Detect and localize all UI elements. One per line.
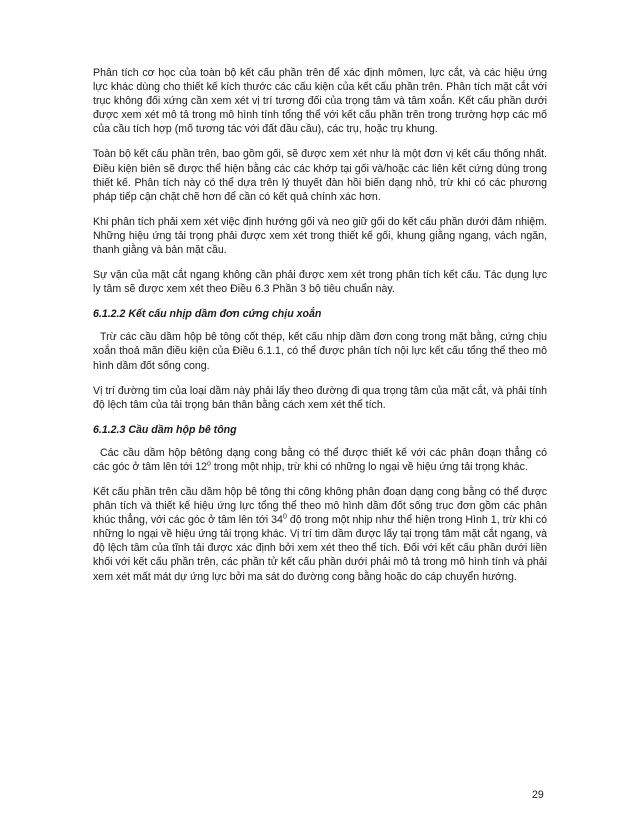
- paragraph-curved-spine-model: Trừ các cầu dầm hộp bê tông cốt thép, kết cấu nhịp dầm đơn cong trong mặt bằng, cứng chịu xoắn thoả mãn điều kiện của Điều 6.1.1, có thể được phân tích nội lực kết cấu tổng thể theo mô hình dầm đốt sống cong.: [93, 331, 547, 372]
- degree-superscript: 0: [282, 513, 287, 521]
- paragraph-structural-analysis: Phân tích cơ học của toàn bộ kết cấu phần trên để xác định mômen, lực cắt, và các hiệu ứng lực khác dùng cho thiết kế kích thước các cấu kiện của kết cấu phần trên. Phân tích mặt cắt với trục không đối xứng cần xem xét vị trí tương đối của trọng tâm và tâm xoắn. Kết cấu phần dưới được xem xét mô tả trong mô hình tính tổng thể với kết cấu phần trên trong trường hợp các mố của cầu tích hợp (mố tương tác với đất đầu cầu), các trụ, hoặc trụ khung.: [93, 67, 547, 136]
- paragraph-centerline-location: Vị trí đường tim của loại dầm này phải lấy theo đường đi qua trọng tâm của mặt cắt, và phải tính độ lệch tâm của tải trọng bản thân bằng cách xem xét thể tích.: [93, 384, 547, 411]
- document-page: [93, 66, 547, 595]
- paragraph-non-segmental-box-girder: [93, 485, 547, 584]
- degree-superscript: o: [207, 460, 211, 468]
- paragraph-box-girder-segments: [93, 446, 547, 474]
- section-heading-torsionally-stiff: 6.1.2.2 Kết cấu nhịp dầm đơn cứng chịu xoắn: [93, 308, 322, 321]
- text-run: Kết cấu phần trên cầu dầm hộp bê tông thi công không phân đoạn dạng cong bằng có thể được phân tích và thiết kế hiệu ứng lực tổng thể theo mô hình dầm đốt sống trục đơn gồm các phân khúc thẳng, với các góc ở tâm lên tới 34: [93, 485, 547, 527]
- text-run: Các cầu dầm hộp bêtông dạng cong bằng có thể được thiết kế với các phân đoạn thẳng có các góc ở tâm lên tới 12: [93, 446, 547, 473]
- text-run: trong một nhịp, trừ khi có những lo ngại về hiệu ứng tải trọng khác.: [210, 460, 528, 473]
- paragraph-bearing-orientation: Khi phân tích phải xem xét việc định hướng gối và neo giữ gối do kết cấu phần dưới đảm nhiệm. Những hiệu ứng tải trọng phải được xem xét trong thiết kế gối, khung giằng ngang, vách ngăn, thanh giằng và bản mặt cầu.: [93, 215, 547, 257]
- text-run: độ trong một nhịp như thể hiện trong Hình 1, trừ khi có những lo ngại về hiệu ứng tải trọng khác. Vị trí tim dầm được lấy tại trọng tâm mặt cắt ngang, và độ lệch tâm của tĩnh tải được xác định bởi xem xét theo thể tích. Đối với kết cấu phần dưới liền khối với kết cấu phần trên, các phần tử kết cấu phần dưới phải mô tả trong mô hình tính và phải xem xét mất mát dự ứng lực bởi ma sát do đường cong bằng hoặc do cáp chuyển hướng.: [93, 514, 547, 583]
- paragraph-cross-section-distortion: Sự vặn của mặt cắt ngang không cần phải được xem xét trong phân tích kết cấu. Tác dụng lực ly tâm sẽ được xem xét theo Điều 6.3 Phần 3 bộ tiêu chuẩn này.: [93, 269, 547, 296]
- section-heading-concrete-box-girder: 6.1.2.3 Cầu dầm hộp bê tông: [93, 423, 237, 436]
- page-number: 29: [532, 789, 544, 801]
- paragraph-superstructure-unit: Toàn bộ kết cấu phần trên, bao gồm gối, sẽ được xem xét như là một đơn vị kết cấu thống nhất. Điều kiện biên sẽ được thể hiện bằng các các khớp tại gối và/hoặc các liên kết cứng dùng trong thiết kế. Phân tích này có thể dựa trên lý thuyết đàn hồi biến dạng nhỏ, trừ khi có các phương pháp tiếp cận chặt chẽ hơn để cần có kết quả chính xác hơn.: [93, 148, 547, 203]
